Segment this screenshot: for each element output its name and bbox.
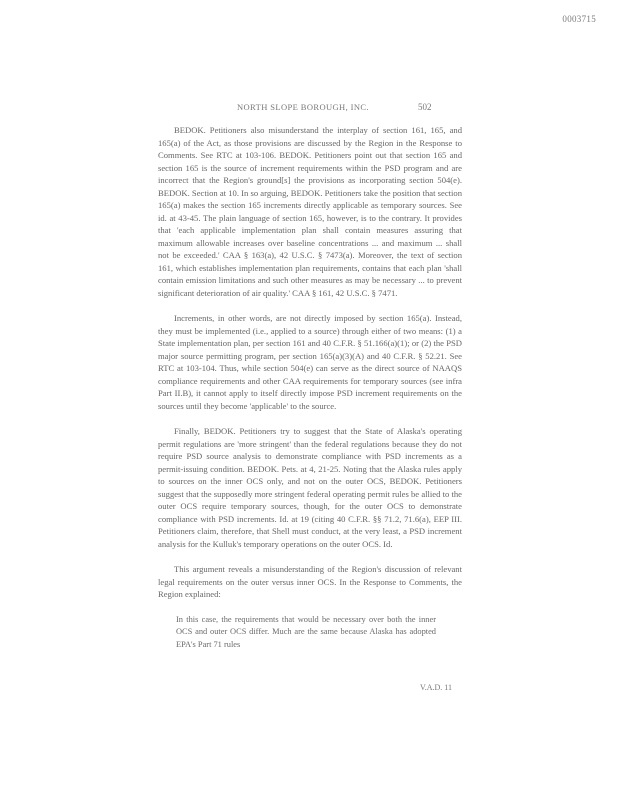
running-head: NORTH SLOPE BOROUGH, INC. (236, 102, 370, 112)
paragraph-3: Finally, BEDOK. Petitioners try to suggest that the State of Alaska's operating permit regulations are 'more stringent' than the federal regulations because they do not require PSD source analysis to demonstrate compliance with PSD increments as a permit-issuing condition. BEDOK. Pets. at 4, 21-25. Noting that the Alaska rules apply to sources on the inner OCS only, and not on the outer OCS, BEDOK. Petitioners suggest that the supposedly more stringent federal operating permit rules be allied to the outer OCS require temporary sources, though, for the outer OCS to demonstrate compliance with PSD increments. Id. at 19 (citing 40 C.F.R. §§ 71.2, 71.6(a), EEP III. Petitioners claim, therefore, that Shell must conduct, at the very least, a PSD increment analysis for the Kulluk's temporary operations on the outer OCS. Id. (158, 426, 462, 549)
paragraph-2: Increments, in other words, are not directly imposed by section 165(a). Instead, they must be implemented (i.e., applied to a source) through either of two means: (1) a State implementation plan, per section 161 and 40 C.F.R. § 51.166(a)(1); or (2) the PSD major source permitting program, per section 165(a)(3)(A) and 40 C.F.R. § 52.21. See RTC at 103-104. Thus, while section 504(e) can serve as the direct source of NAAQS compliance requirements and other CAA requirements for temporary sources (see infra Part II.B), it cannot apply to itself directly impose PSD increment requirements on the sources until they become 'applicable' to the source. (158, 313, 462, 411)
paragraph-1: BEDOK. Petitioners also misunderstand the interplay of section 161, 165, and 165(a) of the Act, as those provisions are discussed by the Region in the Response to Comments. See RTC at 103-106. BEDOK. Petitioners point out that section 165 and section 165 is the source of increment requirements within the PSD program and are incorrect that the Region's ground[s] the provisions as incorporating section 504(e). BEDOK. Section at 10. In so arguing, BEDOK. Petitioners take the position that section 165(a) makes the section 165 increments directly applicable as temporary sources. See id. at 43-45. The plain language of section 165, however, is to the contrary. It provides that 'each applicable implementation plan shall contain measures assuring that maximum allowable increases over baseline concentrations ... and maximum ... shall not be exceeded.' CAA § 163(a), 42 U.S.C. § 7473(a). Moreover, the text of section 161, which establishes implementation plan requirements, contains that each plan 'shall contain emission limitations and such other measures as may be necessary ... to prevent significant deterioration of air quality.' CAA § 161, 42 U.S.C. § 7471. (158, 125, 462, 298)
document-id: 0003715 (562, 14, 596, 24)
paragraph-4: This argument reveals a misunderstanding of the Region's discussion of relevant legal requirements on the outer versus inner OCS. In the Response to Comments, the Region explained: (158, 564, 462, 599)
body-text (158, 124, 462, 652)
block-quote: In this case, the requirements that would be necessary over both the inner OCS and outer OCS differ. Much are the same because Alaska has adopted EPA's Part 71 rules (176, 614, 436, 650)
footer-citation: V.A.D. 11 (420, 683, 453, 692)
page-number: 502 (418, 102, 432, 112)
